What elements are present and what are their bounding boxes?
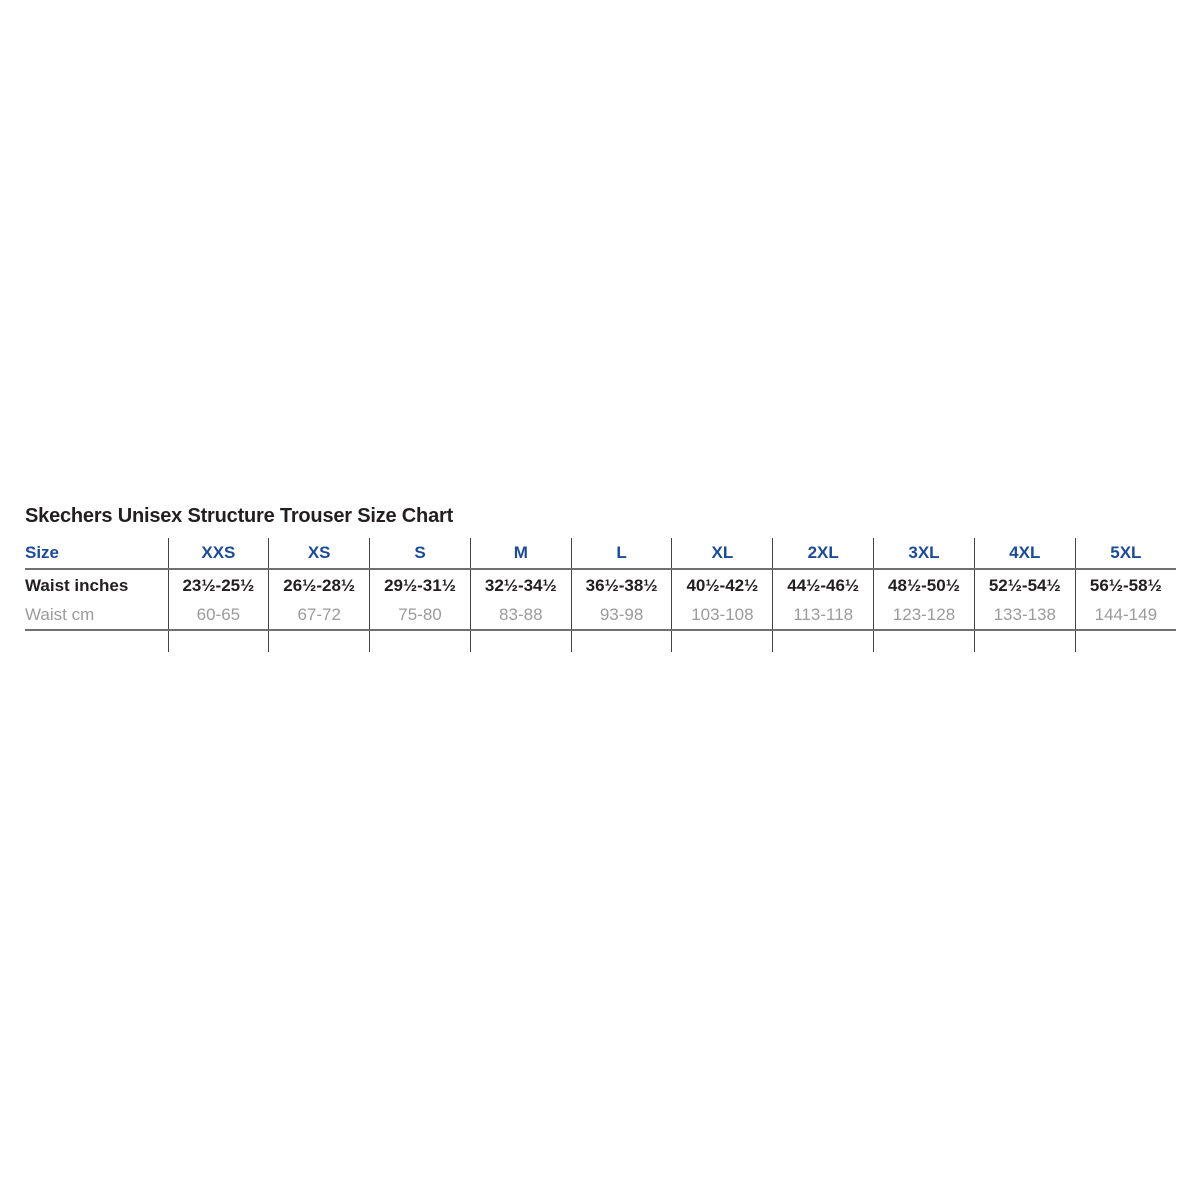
waist-inches-cell: 29½-31½: [370, 569, 471, 601]
waist-cm-row: [25, 601, 1176, 630]
size-chart: [25, 503, 1176, 652]
col-header-size: Size: [25, 538, 168, 569]
size-chart-title: Skechers Unisex Structure Trouser Size Chart: [25, 505, 454, 527]
waist-cm-cell: 113-118: [773, 601, 874, 630]
empty-cell: [370, 630, 471, 652]
waist-cm-cell: 60-65: [168, 601, 269, 630]
col-header-s: S: [370, 538, 471, 569]
col-header-xl: XL: [672, 538, 773, 569]
empty-cell: [1075, 630, 1176, 652]
waist-inches-row: [25, 569, 1176, 601]
waist-inches-cell: 56½-58½: [1089, 575, 1162, 595]
waist-inches-cell: 52½-54½: [974, 569, 1075, 601]
waist-cm-cell: 133-138: [974, 601, 1075, 630]
empty-cell: [269, 630, 370, 652]
waist-cm-cell: 123-128: [874, 601, 975, 630]
waist-inches-cell: 23½-25½: [168, 569, 269, 601]
col-header-xs: XS: [269, 538, 370, 569]
waist-inches-cell: 26½-28½: [269, 569, 370, 601]
row-label-waist-inches: Waist inches: [25, 569, 168, 601]
empty-cell: [168, 630, 269, 652]
empty-cell: [571, 630, 672, 652]
empty-cell: [25, 630, 168, 652]
col-header-2xl: 2XL: [773, 538, 874, 569]
col-header-xxs: XXS: [168, 538, 269, 569]
waist-inches-cell: 40½-42½: [672, 569, 773, 601]
waist-inches-cell: 32½-34½: [470, 569, 571, 601]
waist-inches-cell: 36½-38½: [571, 569, 672, 601]
empty-cell: [874, 630, 975, 652]
col-header-m: M: [470, 538, 571, 569]
col-header-l: L: [571, 538, 672, 569]
waist-cm-cell: 83-88: [470, 601, 571, 630]
waist-cm-cell: 67-72: [269, 601, 370, 630]
header-row: [25, 538, 1176, 569]
empty-cell: [470, 630, 571, 652]
waist-cm-cell: 144-149: [1075, 601, 1176, 630]
waist-cm-cell: 103-108: [672, 601, 773, 630]
waist-cm-cell: 93-98: [571, 601, 672, 630]
waist-cm-cell: 75-80: [370, 601, 471, 630]
waist-inches-cell: 44½-46½: [773, 569, 874, 601]
col-header-4xl: 4XL: [974, 538, 1075, 569]
empty-trailing-row: [25, 630, 1176, 652]
size-table: [25, 538, 1176, 652]
empty-cell: [672, 630, 773, 652]
row-label-waist-cm: Waist cm: [25, 601, 168, 630]
empty-cell: [974, 630, 1075, 652]
col-header-5xl: 5XL: [1075, 538, 1176, 569]
empty-cell: [773, 630, 874, 652]
col-header-3xl: 3XL: [874, 538, 975, 569]
waist-inches-cell: 48½-50½: [874, 569, 975, 601]
